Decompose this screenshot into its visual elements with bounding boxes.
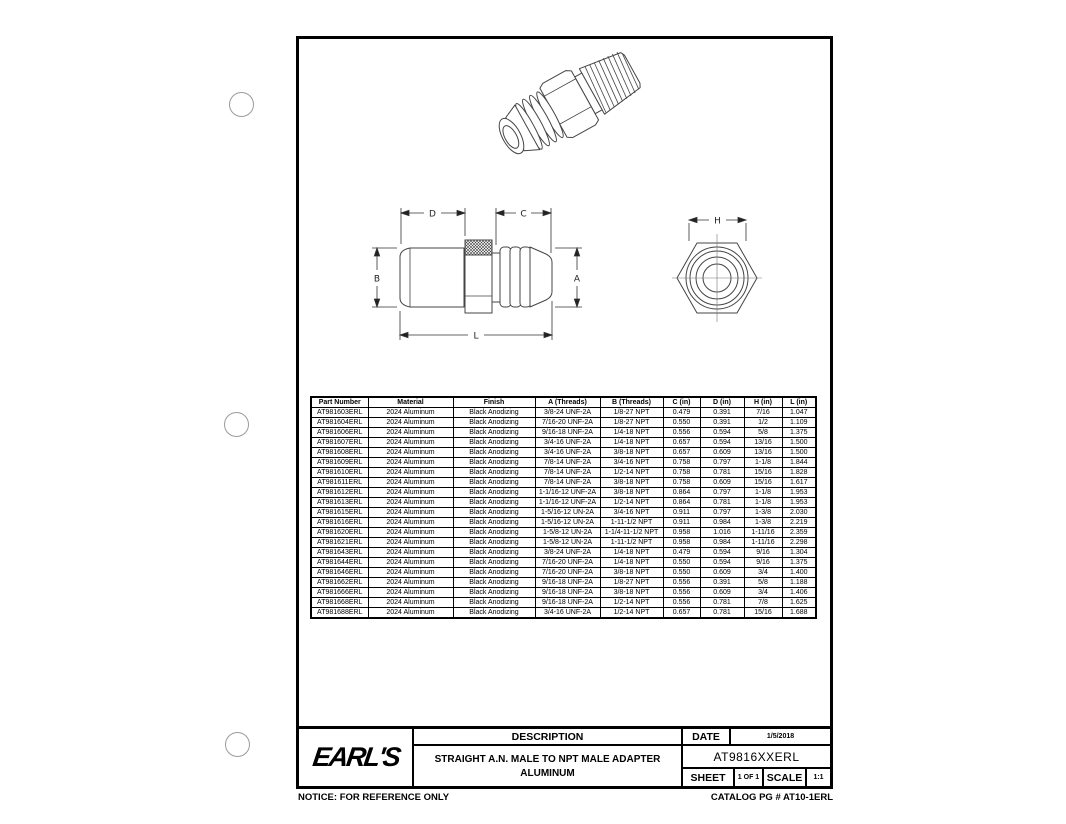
description-line2: ALUMINUM (520, 767, 575, 779)
sheet-scale-row (683, 769, 830, 786)
a-threads-cell: 1-5/8-12 UN-2A (535, 538, 600, 548)
table-row (311, 428, 816, 438)
l-in-cell: 2.030 (782, 508, 816, 518)
part-number-cell: AT981604ERL (311, 418, 368, 428)
c-in-cell: 0.911 (663, 518, 700, 528)
a-threads-cell: 3/4-16 UNF-2A (535, 608, 600, 619)
parts-table-header (311, 397, 816, 408)
finish-cell: Black Anodizing (453, 408, 535, 418)
b-threads-cell: 1/2-14 NPT (600, 498, 663, 508)
material-cell: 2024 Aluminum (368, 508, 453, 518)
punch-hole (225, 732, 250, 757)
material-cell: 2024 Aluminum (368, 418, 453, 428)
material-cell: 2024 Aluminum (368, 498, 453, 508)
table-row (311, 588, 816, 598)
d-in-cell: 1.016 (700, 528, 744, 538)
l-in-cell: 1.375 (782, 428, 816, 438)
d-in-cell: 0.781 (700, 498, 744, 508)
end-view (672, 234, 762, 322)
a-threads-cell: 3/8-24 UNF-2A (535, 408, 600, 418)
material-cell: 2024 Aluminum (368, 598, 453, 608)
a-threads-cell: 7/8-14 UNF-2A (535, 468, 600, 478)
finish-cell: Black Anodizing (453, 438, 535, 448)
header-l-in: L (in) (782, 397, 816, 408)
finish-cell: Black Anodizing (453, 458, 535, 468)
material-cell: 2024 Aluminum (368, 588, 453, 598)
a-threads-cell: 3/8-24 UNF-2A (535, 548, 600, 558)
l-in-cell: 1.953 (782, 488, 816, 498)
parts-table (310, 396, 817, 619)
d-in-cell: 0.391 (700, 578, 744, 588)
part-number-cell: AT981615ERL (311, 508, 368, 518)
b-threads-cell: 3/8-18 NPT (600, 568, 663, 578)
punch-hole (229, 92, 254, 117)
finish-cell: Black Anodizing (453, 608, 535, 619)
part-number-cell: AT981646ERL (311, 568, 368, 578)
material-cell: 2024 Aluminum (368, 458, 453, 468)
part-number-cell: AT981668ERL (311, 598, 368, 608)
h-in-cell: 7/16 (744, 408, 782, 418)
h-in-cell: 1-3/8 (744, 508, 782, 518)
a-threads-cell: 7/16-20 UNF-2A (535, 568, 600, 578)
h-in-cell: 1-1/8 (744, 488, 782, 498)
l-in-cell: 1.188 (782, 578, 816, 588)
finish-cell: Black Anodizing (453, 418, 535, 428)
header-d-in: D (in) (700, 397, 744, 408)
a-threads-cell: 9/16-18 UNF-2A (535, 428, 600, 438)
finish-cell: Black Anodizing (453, 448, 535, 458)
c-in-cell: 0.550 (663, 558, 700, 568)
sheet-value: 1 OF 1 (735, 769, 762, 786)
l-in-cell: 1.400 (782, 568, 816, 578)
c-in-cell: 0.550 (663, 568, 700, 578)
dim-label-l: L (473, 331, 479, 342)
finish-cell: Black Anodizing (453, 498, 535, 508)
h-in-cell: 1-11/16 (744, 538, 782, 548)
a-threads-cell: 9/16-18 UNF-2A (535, 578, 600, 588)
c-in-cell: 0.758 (663, 478, 700, 488)
c-in-cell: 0.556 (663, 598, 700, 608)
a-threads-cell: 3/4-16 UNF-2A (535, 448, 600, 458)
finish-cell: Black Anodizing (453, 528, 535, 538)
h-in-cell: 3/4 (744, 568, 782, 578)
finish-cell: Black Anodizing (453, 518, 535, 528)
d-in-cell: 0.797 (700, 458, 744, 468)
c-in-cell: 0.758 (663, 468, 700, 478)
d-in-cell: 0.984 (700, 538, 744, 548)
a-threads-cell: 7/8-14 UNF-2A (535, 478, 600, 488)
c-in-cell: 0.479 (663, 548, 700, 558)
table-row (311, 418, 816, 428)
h-in-cell: 13/16 (744, 438, 782, 448)
earls-logo: EARL'S (310, 742, 401, 772)
c-in-cell: 0.479 (663, 408, 700, 418)
a-threads-cell: 7/16-20 UNF-2A (535, 558, 600, 568)
table-row (311, 598, 816, 608)
date-row (683, 729, 830, 744)
punch-hole (224, 412, 249, 437)
finish-cell: Black Anodizing (453, 588, 535, 598)
a-threads-cell: 9/16-18 UNF-2A (535, 588, 600, 598)
part-number-cell: AT981688ERL (311, 608, 368, 619)
material-cell: 2024 Aluminum (368, 568, 453, 578)
header-finish: Finish (453, 397, 535, 408)
b-threads-cell: 1/2-14 NPT (600, 598, 663, 608)
d-in-cell: 0.781 (700, 608, 744, 619)
c-in-cell: 0.657 (663, 608, 700, 619)
l-in-cell: 1.688 (782, 608, 816, 619)
b-threads-cell: 1/4-18 NPT (600, 548, 663, 558)
header-a-threads: A (Threads) (535, 397, 600, 408)
d-in-cell: 0.609 (700, 448, 744, 458)
material-cell: 2024 Aluminum (368, 528, 453, 538)
d-in-cell: 0.594 (700, 548, 744, 558)
table-row (311, 538, 816, 548)
a-threads-cell: 7/16-20 UNF-2A (535, 418, 600, 428)
h-in-cell: 15/16 (744, 468, 782, 478)
l-in-cell: 1.304 (782, 548, 816, 558)
part-number-family: AT9816XXERL (683, 746, 830, 767)
d-in-cell: 0.984 (700, 518, 744, 528)
description-line1: STRAIGHT A.N. MALE TO NPT MALE ADAPTER (434, 753, 661, 765)
h-in-cell: 15/16 (744, 478, 782, 488)
l-in-cell: 2.219 (782, 518, 816, 528)
date-value: 1/5/2018 (731, 729, 830, 744)
b-threads-cell: 3/8-18 NPT (600, 588, 663, 598)
d-in-cell: 0.391 (700, 418, 744, 428)
material-cell: 2024 Aluminum (368, 488, 453, 498)
table-row (311, 468, 816, 478)
b-threads-cell: 3/8-18 NPT (600, 478, 663, 488)
h-in-cell: 13/16 (744, 448, 782, 458)
b-threads-cell: 1/4-18 NPT (600, 438, 663, 448)
description-column (414, 729, 681, 786)
c-in-cell: 0.911 (663, 508, 700, 518)
table-row (311, 448, 816, 458)
a-threads-cell: 7/8-14 UNF-2A (535, 458, 600, 468)
table-row (311, 548, 816, 558)
h-in-cell: 5/8 (744, 428, 782, 438)
d-in-cell: 0.391 (700, 408, 744, 418)
finish-cell: Black Anodizing (453, 508, 535, 518)
notice-text: NOTICE: FOR REFERENCE ONLY (298, 792, 450, 803)
d-in-cell: 0.781 (700, 468, 744, 478)
a-threads-cell: 1-5/8-12 UN-2A (535, 528, 600, 538)
b-threads-cell: 3/8-18 NPT (600, 448, 663, 458)
finish-cell: Black Anodizing (453, 468, 535, 478)
part-number-cell: AT981612ERL (311, 488, 368, 498)
isometric-view (489, 42, 648, 167)
dim-label-b: B (373, 274, 381, 285)
table-row (311, 518, 816, 528)
d-in-cell: 0.781 (700, 598, 744, 608)
finish-cell: Black Anodizing (453, 428, 535, 438)
dim-label-h: H (714, 216, 721, 227)
catalog-page-number: CATALOG PG # AT10-1ERL (710, 792, 833, 803)
l-in-cell: 1.406 (782, 588, 816, 598)
part-number-cell: AT981603ERL (311, 408, 368, 418)
h-in-cell: 7/8 (744, 598, 782, 608)
b-threads-cell: 1/8-27 NPT (600, 418, 663, 428)
c-in-cell: 0.958 (663, 538, 700, 548)
b-threads-cell: 1/8-27 NPT (600, 578, 663, 588)
b-threads-cell: 1/4-18 NPT (600, 428, 663, 438)
b-threads-cell: 1-11-1/2 NPT (600, 538, 663, 548)
part-number-cell: AT981606ERL (311, 428, 368, 438)
table-row (311, 458, 816, 468)
side-view (400, 240, 552, 313)
b-threads-cell: 1-1/4-11-1/2 NPT (600, 528, 663, 538)
c-in-cell: 0.657 (663, 448, 700, 458)
material-cell: 2024 Aluminum (368, 478, 453, 488)
header-part-number: Part Number (311, 397, 368, 408)
l-in-cell: 1.828 (782, 468, 816, 478)
h-in-cell: 1-11/16 (744, 528, 782, 538)
a-threads-cell: 9/16-18 UNF-2A (535, 598, 600, 608)
material-cell: 2024 Aluminum (368, 448, 453, 458)
h-in-cell: 1/2 (744, 418, 782, 428)
parts-table-body (311, 408, 816, 619)
c-in-cell: 0.550 (663, 418, 700, 428)
header-b-threads: B (Threads) (600, 397, 663, 408)
table-row (311, 438, 816, 448)
technical-drawing (300, 40, 832, 396)
date-label: DATE (683, 729, 729, 744)
l-in-cell: 2.359 (782, 528, 816, 538)
b-threads-cell: 1/2-14 NPT (600, 608, 663, 619)
d-in-cell: 0.609 (700, 588, 744, 598)
material-cell: 2024 Aluminum (368, 538, 453, 548)
finish-cell: Black Anodizing (453, 568, 535, 578)
scale-label: SCALE (764, 769, 805, 786)
finish-cell: Black Anodizing (453, 598, 535, 608)
material-cell: 2024 Aluminum (368, 428, 453, 438)
header-material: Material (368, 397, 453, 408)
sheet-label: SHEET (683, 769, 733, 786)
h-in-cell: 1-1/8 (744, 458, 782, 468)
dim-label-a: A (573, 274, 581, 285)
part-number-cell: AT981611ERL (311, 478, 368, 488)
h-in-cell: 15/16 (744, 608, 782, 619)
c-in-cell: 0.556 (663, 428, 700, 438)
material-cell: 2024 Aluminum (368, 408, 453, 418)
finish-cell: Black Anodizing (453, 578, 535, 588)
d-in-cell: 0.594 (700, 438, 744, 448)
material-cell: 2024 Aluminum (368, 608, 453, 619)
scale-value: 1:1 (807, 769, 830, 786)
b-threads-cell: 1/4-18 NPT (600, 558, 663, 568)
h-in-cell: 9/16 (744, 548, 782, 558)
d-in-cell: 0.594 (700, 558, 744, 568)
table-row (311, 508, 816, 518)
table-row (311, 408, 816, 418)
table-row (311, 528, 816, 538)
part-number-cell: AT981616ERL (311, 518, 368, 528)
part-number-cell: AT981608ERL (311, 448, 368, 458)
part-number-cell: AT981620ERL (311, 528, 368, 538)
part-number-cell: AT981609ERL (311, 458, 368, 468)
l-in-cell: 1.109 (782, 418, 816, 428)
part-number-cell: AT981621ERL (311, 538, 368, 548)
a-threads-cell: 1-5/16-12 UN-2A (535, 508, 600, 518)
part-number-cell: AT981662ERL (311, 578, 368, 588)
description-body (414, 746, 681, 786)
table-row (311, 478, 816, 488)
logo-cell (299, 729, 412, 786)
h-in-cell: 9/16 (744, 558, 782, 568)
title-block (296, 726, 833, 789)
b-threads-cell: 3/4-16 NPT (600, 508, 663, 518)
h-in-cell: 1-3/8 (744, 518, 782, 528)
table-row (311, 488, 816, 498)
header-h-in: H (in) (744, 397, 782, 408)
c-in-cell: 0.556 (663, 588, 700, 598)
l-in-cell: 1.500 (782, 448, 816, 458)
l-in-cell: 1.617 (782, 478, 816, 488)
part-number-cell: AT981644ERL (311, 558, 368, 568)
finish-cell: Black Anodizing (453, 558, 535, 568)
b-threads-cell: 1/8-27 NPT (600, 408, 663, 418)
part-number-cell: AT981643ERL (311, 548, 368, 558)
material-cell: 2024 Aluminum (368, 468, 453, 478)
l-in-cell: 1.500 (782, 438, 816, 448)
material-cell: 2024 Aluminum (368, 438, 453, 448)
h-in-cell: 1-1/8 (744, 498, 782, 508)
l-in-cell: 1.047 (782, 408, 816, 418)
h-in-cell: 5/8 (744, 578, 782, 588)
b-threads-cell: 1/2-14 NPT (600, 468, 663, 478)
part-number-cell: AT981610ERL (311, 468, 368, 478)
b-threads-cell: 3/4-16 NPT (600, 458, 663, 468)
c-in-cell: 0.556 (663, 578, 700, 588)
d-in-cell: 0.797 (700, 508, 744, 518)
finish-cell: Black Anodizing (453, 488, 535, 498)
b-threads-cell: 1-11-1/2 NPT (600, 518, 663, 528)
c-in-cell: 0.758 (663, 458, 700, 468)
finish-cell: Black Anodizing (453, 478, 535, 488)
table-row (311, 498, 816, 508)
c-in-cell: 0.864 (663, 488, 700, 498)
part-number-cell: AT981666ERL (311, 588, 368, 598)
table-row (311, 578, 816, 588)
dim-label-d: D (429, 209, 436, 220)
h-in-cell: 3/4 (744, 588, 782, 598)
d-in-cell: 0.609 (700, 568, 744, 578)
d-in-cell: 0.594 (700, 428, 744, 438)
finish-cell: Black Anodizing (453, 538, 535, 548)
l-in-cell: 2.298 (782, 538, 816, 548)
a-threads-cell: 1-1/16-12 UNF-2A (535, 498, 600, 508)
l-in-cell: 1.953 (782, 498, 816, 508)
finish-cell: Black Anodizing (453, 548, 535, 558)
part-number-cell: AT981607ERL (311, 438, 368, 448)
d-in-cell: 0.797 (700, 488, 744, 498)
c-in-cell: 0.958 (663, 528, 700, 538)
table-row (311, 568, 816, 578)
material-cell: 2024 Aluminum (368, 518, 453, 528)
info-column (683, 729, 830, 786)
material-cell: 2024 Aluminum (368, 548, 453, 558)
a-threads-cell: 1-5/16-12 UN-2A (535, 518, 600, 528)
a-threads-cell: 1-1/16-12 UNF-2A (535, 488, 600, 498)
part-number-cell: AT981613ERL (311, 498, 368, 508)
description-label: DESCRIPTION (414, 729, 681, 744)
l-in-cell: 1.625 (782, 598, 816, 608)
a-threads-cell: 3/4-16 UNF-2A (535, 438, 600, 448)
l-in-cell: 1.375 (782, 558, 816, 568)
c-in-cell: 0.864 (663, 498, 700, 508)
dim-label-c: C (520, 209, 527, 220)
l-in-cell: 1.844 (782, 458, 816, 468)
c-in-cell: 0.657 (663, 438, 700, 448)
material-cell: 2024 Aluminum (368, 578, 453, 588)
material-cell: 2024 Aluminum (368, 558, 453, 568)
table-row (311, 608, 816, 619)
header-c-in: C (in) (663, 397, 700, 408)
d-in-cell: 0.609 (700, 478, 744, 488)
b-threads-cell: 3/8-18 NPT (600, 488, 663, 498)
table-row (311, 558, 816, 568)
